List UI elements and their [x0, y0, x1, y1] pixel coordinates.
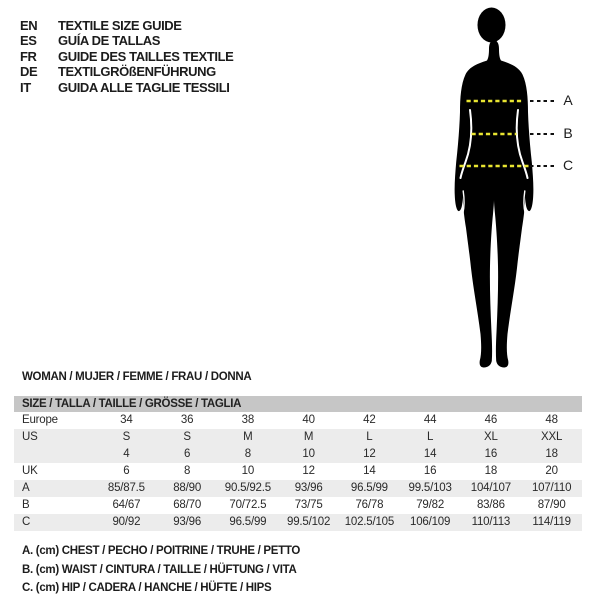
- legend-line: A. (cm) CHEST / PECHO / POITRINE / TRUHE / PETTO: [22, 545, 301, 557]
- measure-label-c: C: [563, 157, 573, 173]
- size-cell: 64/67: [112, 499, 141, 511]
- size-cell: L: [366, 431, 373, 443]
- size-cell: 76/78: [355, 499, 384, 511]
- size-cell: 104/107: [470, 482, 511, 494]
- size-cell: 16: [423, 465, 437, 477]
- size-cell: 83/86: [476, 499, 505, 511]
- size-cell: 99.5/102: [287, 516, 331, 528]
- size-cell: 70/72.5: [229, 499, 267, 511]
- size-cell: 42: [363, 414, 376, 426]
- legend-line: B. (cm) WAIST / CINTURA / TAILLE / HÜFTUNG / VITA: [22, 563, 297, 576]
- size-cell: 106/109: [410, 516, 451, 528]
- size-cell: 8: [184, 465, 191, 477]
- size-cell: XL: [484, 431, 498, 443]
- size-cell: 14: [423, 448, 437, 460]
- size-cell: 20: [545, 465, 558, 477]
- table-body: [14, 412, 582, 531]
- language-label: GUIDE DES TAILLES TEXTILE: [58, 48, 234, 64]
- size-cell: 10: [302, 448, 315, 460]
- language-code: FR: [20, 48, 37, 64]
- size-cell: 4: [123, 448, 130, 460]
- size-cell: 85/87.5: [107, 482, 145, 494]
- language-code: EN: [20, 18, 38, 33]
- table-row: [14, 446, 582, 463]
- table-row: [14, 480, 582, 497]
- row-label: B: [22, 499, 30, 511]
- measure-connector-a: [530, 100, 556, 102]
- size-cell: 107/110: [531, 482, 572, 494]
- size-cell: 88/90: [173, 482, 202, 494]
- size-cell: 8: [244, 448, 251, 460]
- language-row: [20, 18, 233, 33]
- size-table: [14, 396, 582, 531]
- size-cell: 93/96: [294, 482, 323, 494]
- table-row: [14, 514, 582, 531]
- size-cell: 36: [180, 414, 194, 426]
- language-row: [20, 64, 233, 79]
- row-label: A: [22, 482, 30, 494]
- size-cell: 6: [184, 448, 191, 460]
- language-label: TEXTILE SIZE GUIDE: [58, 18, 182, 33]
- size-cell: 90.5/92.5: [224, 482, 271, 494]
- size-cell: 68/70: [173, 499, 202, 511]
- language-label: GUIDA ALLE TAGLIE TESSILI: [58, 79, 230, 95]
- size-cell: 6: [123, 465, 130, 477]
- table-title: WOMAN / MUJER / FEMME / FRAU / DONNA: [22, 371, 252, 383]
- row-label: C: [22, 516, 31, 528]
- language-row: [20, 49, 233, 64]
- size-cell: 46: [484, 414, 498, 426]
- table-row: [14, 497, 582, 514]
- size-cell: 18: [484, 465, 498, 477]
- size-cell: 114/119: [532, 516, 571, 528]
- size-cell: 18: [545, 448, 558, 460]
- size-cell: 16: [484, 448, 498, 460]
- language-row: [20, 33, 233, 48]
- measure-label-a: A: [563, 92, 573, 108]
- measurement-legend: [22, 542, 300, 598]
- woman-silhouette: [450, 4, 546, 368]
- size-cell: M: [243, 431, 253, 443]
- size-cell: M: [303, 431, 314, 443]
- language-code: IT: [20, 79, 31, 95]
- legend-line: C. (cm) HIP / CADERA / HANCHE / HÜFTE / HIPS: [22, 582, 272, 595]
- size-cell: L: [427, 431, 434, 443]
- table-row: [14, 429, 582, 446]
- size-cell: S: [183, 431, 191, 443]
- row-label: [14, 446, 96, 463]
- size-cell: 40: [302, 414, 315, 426]
- table-row: [14, 412, 582, 429]
- size-cell: 99.5/103: [408, 482, 452, 494]
- row-label: UK: [22, 465, 38, 477]
- size-cell: S: [122, 431, 131, 443]
- language-row: [20, 80, 233, 95]
- language-label: GUÍA DE TALLAS: [58, 33, 161, 49]
- size-cell: 79/82: [416, 499, 445, 511]
- language-list: [20, 18, 233, 95]
- measure-connector-b: [530, 133, 556, 135]
- size-cell: 12: [302, 465, 315, 477]
- size-cell: 34: [120, 414, 133, 426]
- row-label: Europe: [22, 414, 58, 426]
- size-cell: 44: [423, 414, 437, 426]
- size-cell: XXL: [541, 431, 563, 443]
- size-cell: 12: [363, 448, 376, 460]
- size-cell: 14: [363, 465, 376, 477]
- table-header: SIZE / TALLA / TAILLE / GRÖSSE / TAGLIA: [14, 396, 582, 412]
- size-cell: 87/90: [537, 499, 566, 511]
- size-cell: 90/92: [112, 516, 141, 528]
- row-label: US: [22, 431, 38, 443]
- language-code: DE: [20, 64, 38, 80]
- size-cell: 96.5/99: [350, 482, 388, 494]
- language-code: ES: [20, 33, 37, 49]
- size-cell: 38: [241, 414, 255, 426]
- woman-silhouette-icon: [450, 4, 546, 368]
- measure-label-b: B: [563, 125, 573, 141]
- size-cell: 93/96: [173, 516, 202, 528]
- language-label: TEXTILGRÖßENFÜHRUNG: [58, 64, 216, 80]
- size-cell: 10: [241, 465, 255, 477]
- size-cell: 102.5/105: [344, 516, 395, 528]
- size-cell: 96.5/99: [229, 516, 267, 528]
- size-cell: 48: [545, 414, 558, 426]
- size-cell: 110/113: [471, 516, 511, 528]
- table-row: [14, 463, 582, 480]
- measure-connector-c: [530, 165, 556, 167]
- size-cell: 73/75: [294, 499, 323, 511]
